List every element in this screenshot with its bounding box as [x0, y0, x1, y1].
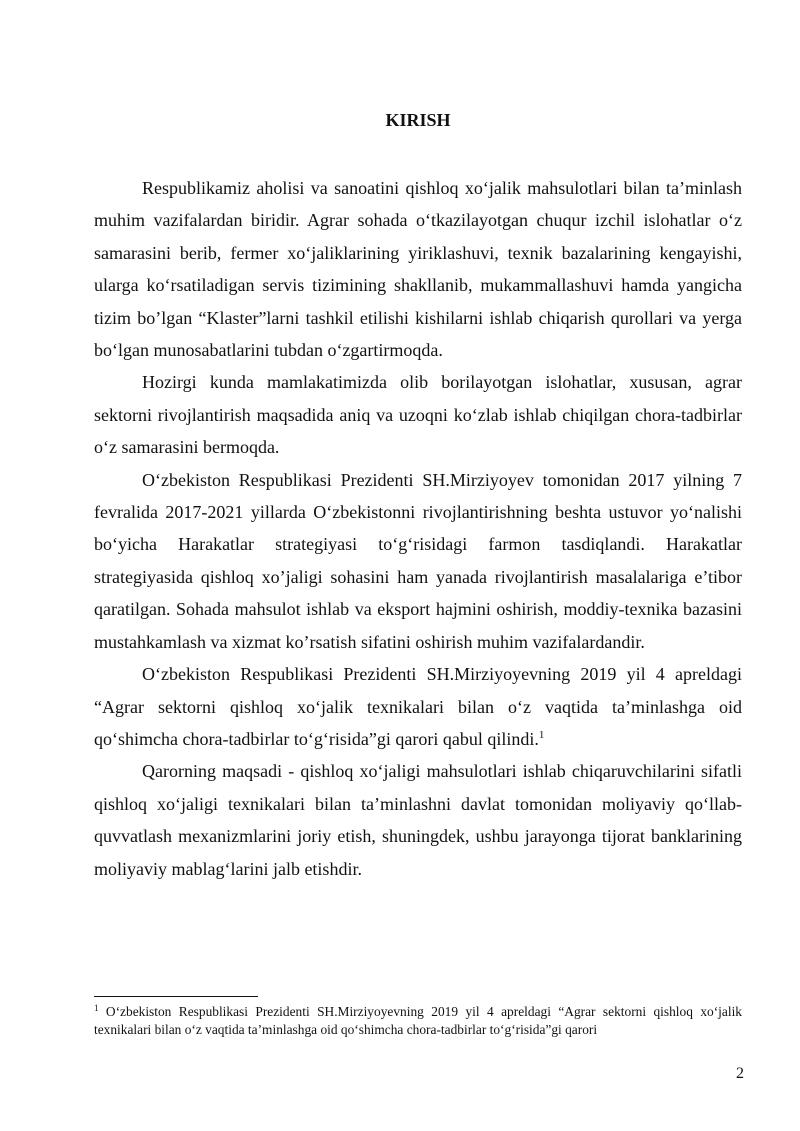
footnote-separator — [94, 996, 258, 997]
paragraph-2: Hozirgi kunda mamlakatimizda olib borilayotgan islohatlar, xususan, agrar sektorni rivojlantirish maqsadida aniq va uzoqni ko‘zlab ishlab chiqilgan chora-tadbirlar o‘z samarasini bermoqda. — [94, 372, 742, 458]
page-number: 2 — [736, 1065, 744, 1082]
body-text — [94, 172, 742, 885]
paragraph-4 — [94, 658, 742, 755]
footnote-text: O‘zbekiston Respublikasi Prezidenti SH.Mirziyoyevning 2019 yil 4 apreldagi “Agrar sektorni qishloq xo‘jalik texnikalari bilan o‘z vaqtida ta’minlashga oid qo‘shimcha chora-tadbirlar to‘g‘risida”gi qarori — [94, 1004, 742, 1037]
paragraph-5: Qarorning maqsadi - qishloq xo‘jaligi mahsulotlari ishlab chiqaruvchilarini sifatli qishloq xo‘jaligi texnikalari bilan ta’minlashni davlat tomonidan moliyaviy qo‘llab-quvvatlash mexanizmlarini joriy etish, shuningdek, ushbu jarayonga tijorat banklarining moliyaviy mablag‘larini jalb etishdir. — [94, 761, 742, 879]
section-heading: KIRISH — [385, 110, 451, 130]
footnote — [94, 1003, 742, 1039]
paragraph-1: Respublikamiz aholisi va sanoatini qishloq xo‘jalik mahsulotlari bilan ta’minlash muhim vazifalardan biridir. Agrar sohada o‘tkazilayotgan chuqur izchil islohatlar o‘z samarasini berib, fermer xo‘jaliklarining yiriklashuvi, texnik bazalarining kengayishi, ularga ko‘rsatiladigan servis tizimining shakllanib, mukammallashuvi hamda yangicha tizim bo’lgan “Klaster”larni tashkil etilishi kishilarni ishlab chiqarish qurollari va yerga bo‘lgan munosabatlarini tubdan o‘zgartirmoqda. — [94, 178, 742, 361]
footnote-marker: 1 — [94, 1003, 99, 1013]
footnote-reference: 1 — [538, 728, 545, 741]
paragraph-4-text: O‘zbekiston Respublikasi Prezidenti SH.Mirziyoyevning 2019 yil 4 apreldagi “Agrar sektorni qishloq xo‘jalik texnikalari bilan o‘z vaqtida ta’minlashga oid qo‘shimcha chora-tadbirlar to‘g‘risida”gi qarori qabul qilindi. — [94, 664, 742, 749]
paragraph-3: O‘zbekiston Respublikasi Prezidenti SH.Mirziyoyev tomonidan 2017 yilning 7 fevralida 2017-2021 yillarda O‘zbekistonni rivojlantirishning beshta ustuvor yo‘nalishi bo‘yicha Harakatlar strategiyasi to‘g‘risidagi farmon tasdiqlandi. Harakatlar strategiyasida qishloq xo’jaligi sohasini ham yanada rivojlantirish masalalariga e’tibor qaratilgan. Sohada mahsulot ishlab va eksport hajmini oshirish, moddiy-texnika bazasini mustahkamlash va xizmat ko’rsatish sifatini oshirish muhim vazifalardandir. — [94, 469, 742, 652]
